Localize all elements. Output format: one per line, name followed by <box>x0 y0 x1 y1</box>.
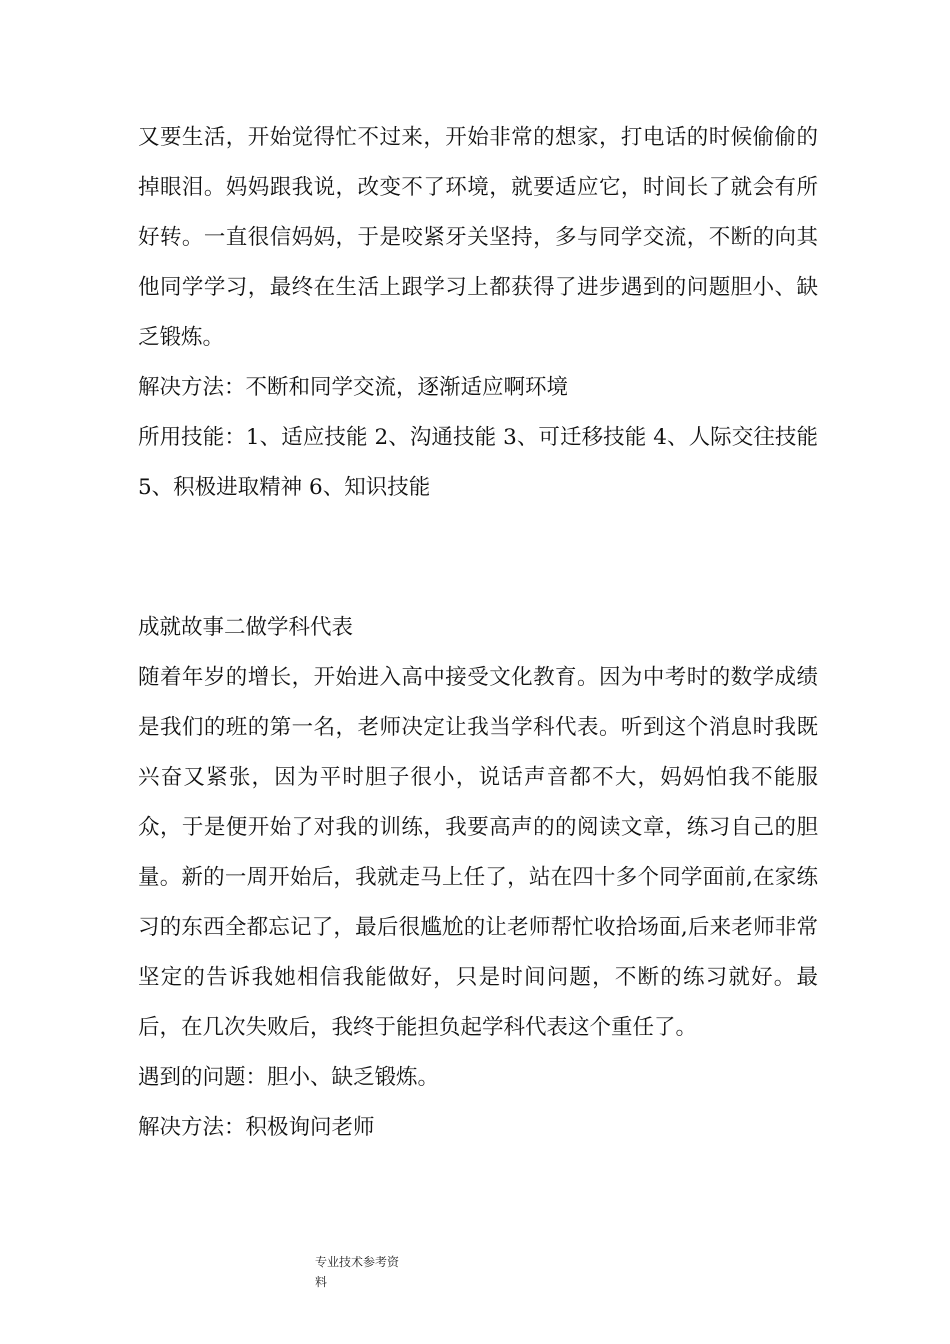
story-two-title: 成就故事二做学科代表 <box>138 615 354 640</box>
footer-line-2: 料 <box>315 1275 328 1289</box>
story-two-body: 随着年岁的增长，开始进入高中接受文化教育。因为中考时的数学成绩是我们的班的第一名，老师决定让我当学科代表。听到这个消息时我既兴奋又紧张，因为平时胆子很小，说话声音都不大，妈妈怕我不能服众，于是便开始了对我的训练，我要高声的的阅读文章，练习自己的胆量。新的一周开始后，我就走马上任了，站在四十多个同学面前,在家练习的东西全都忘记了，最后很尴尬的让老师帮忙收拾场面,后来老师非常坚定的告诉我她相信我能做好，只是时间问题，不断的练习就好。最后，在几次失败后，我终于能担负起学科代表这个重任了。 <box>138 665 818 1040</box>
paragraph-continuation: 又要生活，开始觉得忙不过来，开始非常的想家，打电话的时候偷偷的掉眼泪。妈妈跟我说，改变不了环境，就要适应它，时间长了就会有所好转。一直很信妈妈，于是咬紧牙关坚持，多与同学交流，不断的向其他同学学习，最终在生活上跟学习上都获得了进步遇到的问题胆小、缺乏锻炼。 <box>138 125 818 350</box>
story-two-solution: 解决方法：积极询问老师 <box>138 1115 375 1140</box>
document-body <box>138 113 818 1153</box>
paragraph-skills: 所用技能：1、适应技能 2、沟通技能 3、可迁移技能 4、人际交往技能 5、积极进取精神 6、知识技能 <box>138 425 818 500</box>
section-spacer <box>138 513 818 603</box>
page-footer <box>315 1252 425 1292</box>
story-two-problem: 遇到的问题：胆小、缺乏锻炼。 <box>138 1065 440 1090</box>
footer-line-1: 专业技术参考资 <box>315 1255 400 1269</box>
paragraph-solution-one: 解决方法：不断和同学交流，逐渐适应啊环境 <box>138 375 569 400</box>
